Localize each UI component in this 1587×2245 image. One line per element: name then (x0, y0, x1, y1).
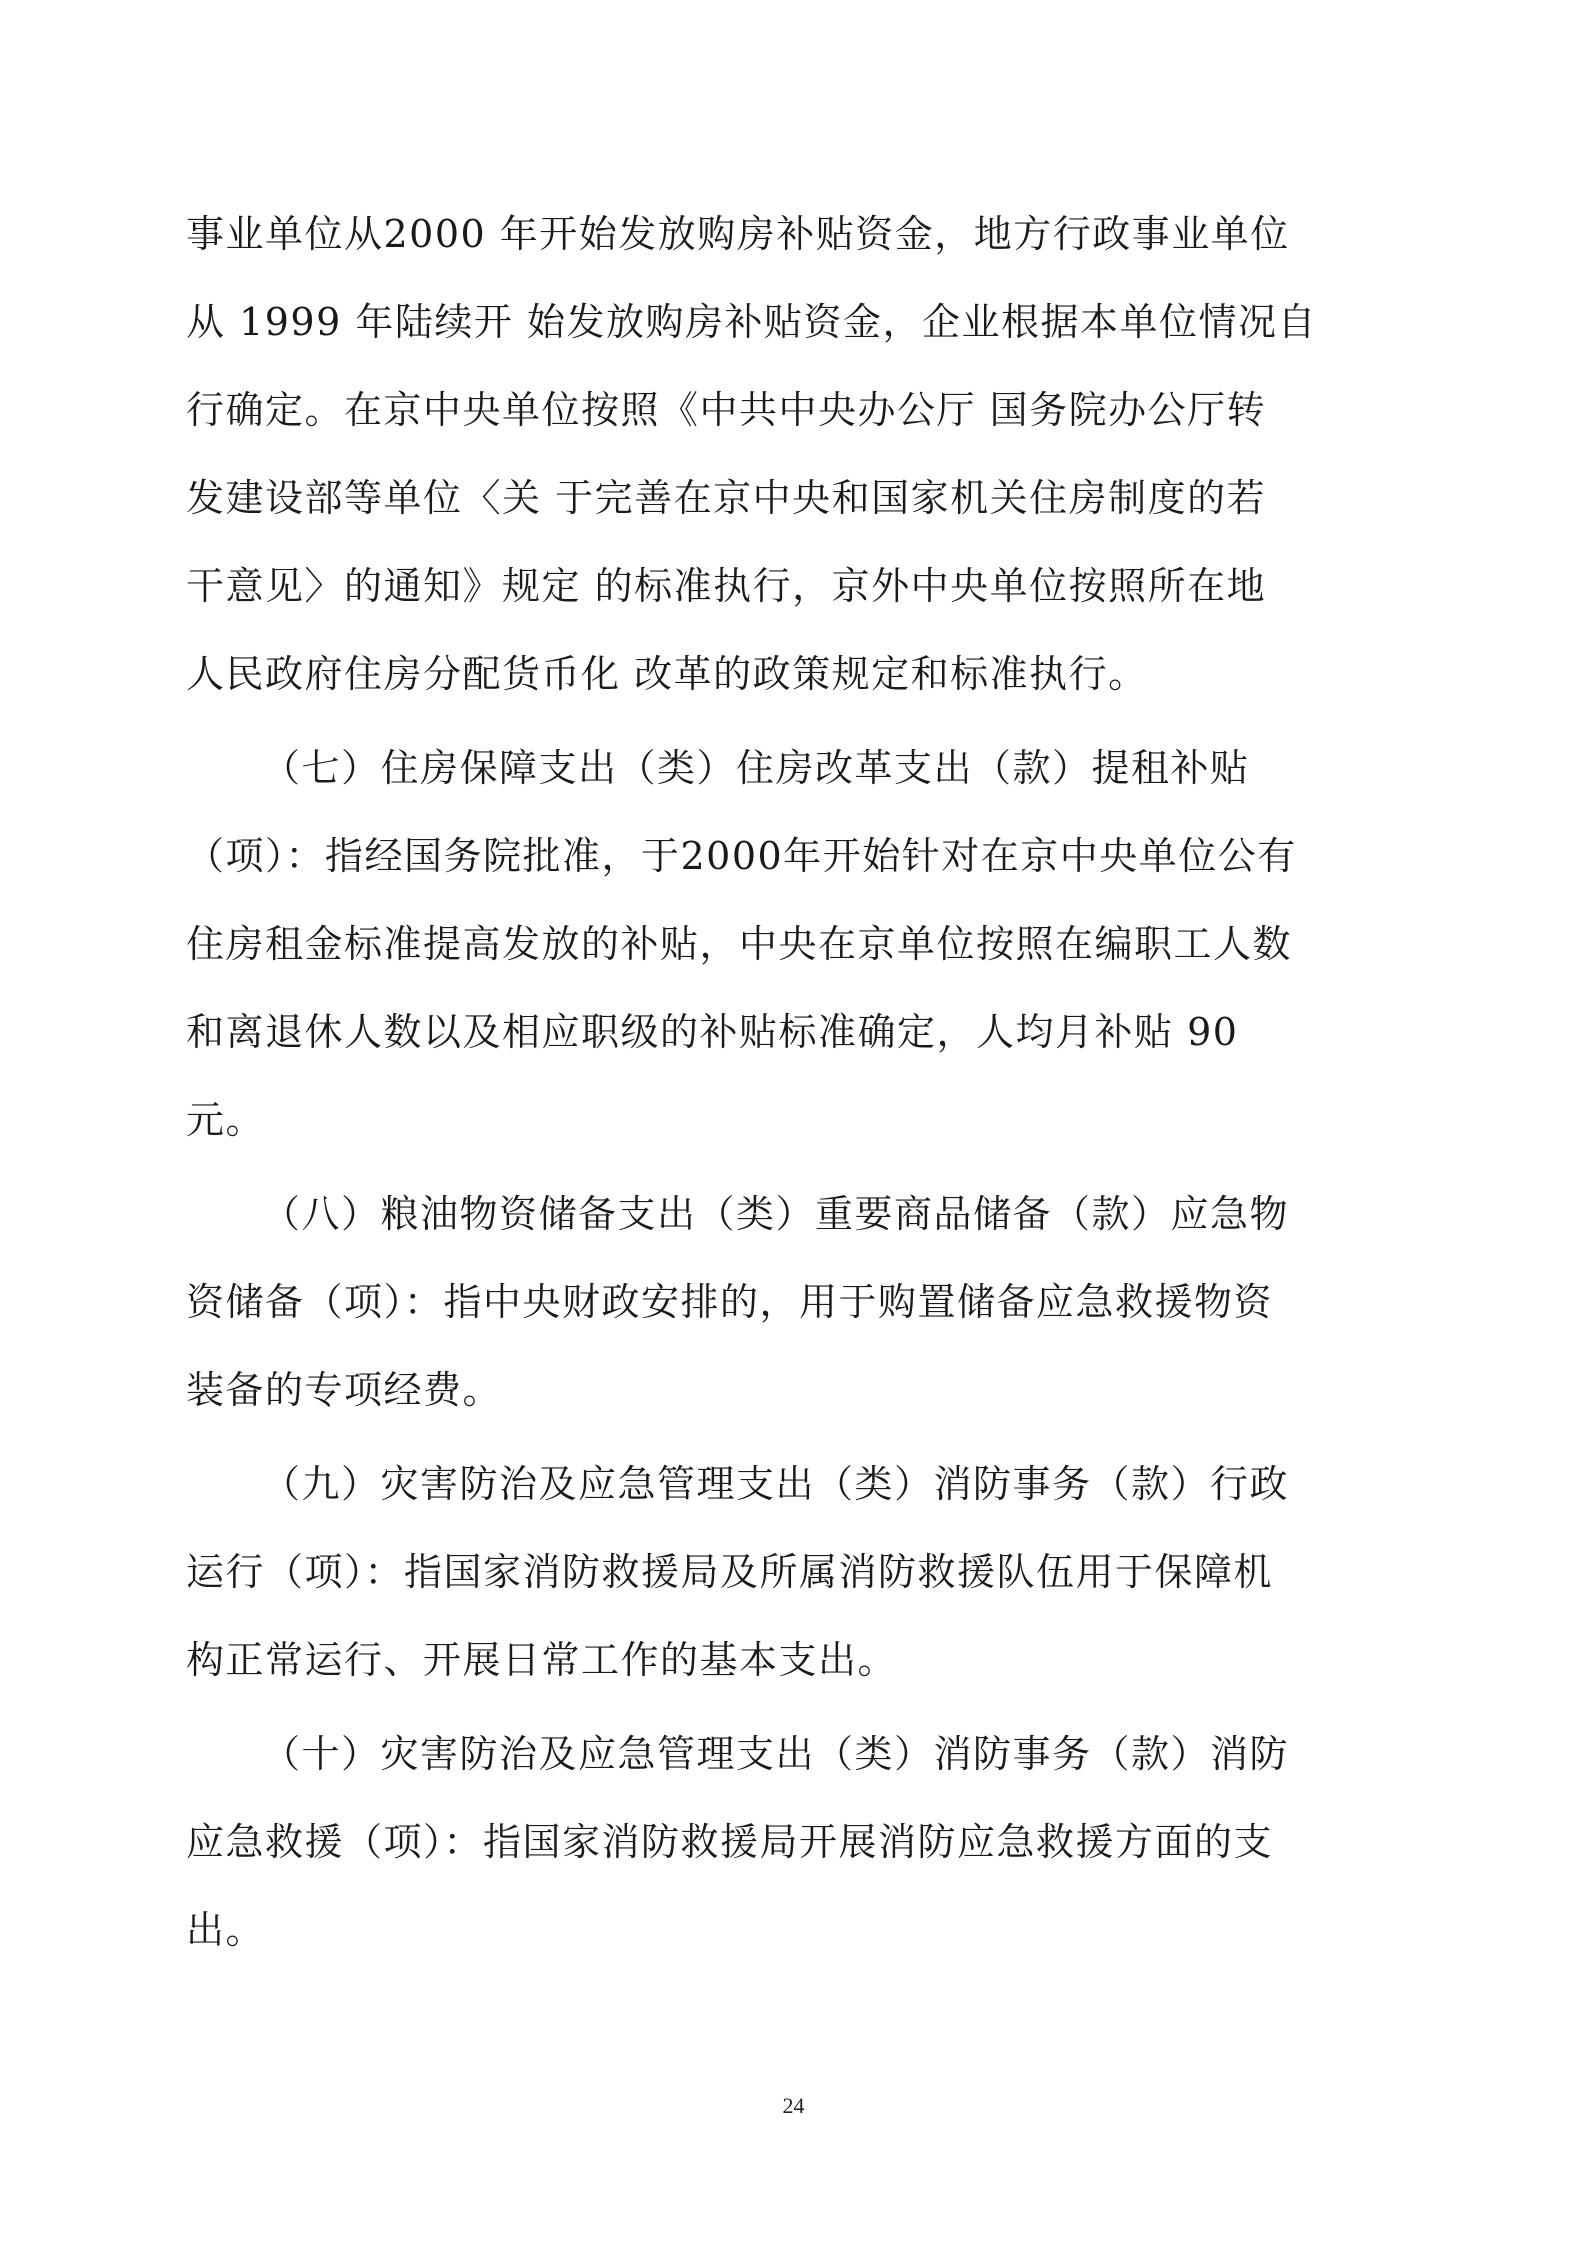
paragraph-2-line-5: 元。 (186, 1098, 266, 1142)
paragraph-3-line-3: 装备的专项经费。 (186, 1368, 503, 1412)
paragraph-3-line-1: （八）粮油物资储备支出（类）重要商品储备（款）应急物 (262, 1192, 1290, 1236)
paragraph-1-line-3: 行确定。在京中央单位按照《中共中央办公厅 国务院办公厅转 (186, 388, 1267, 432)
page-number: 24 (782, 2093, 805, 2118)
paragraph-4-line-1: （九）灾害防治及应急管理支出（类）消防事务（款）行政 (262, 1462, 1290, 1506)
paragraph-2-line-3: 住房租金标准提高发放的补贴，中央在京单位按照在编职工人数 (186, 922, 1293, 966)
paragraph-5-line-2: 应急救援（项）：指国家消防救援局开展消防应急救援方面的支 (186, 1820, 1274, 1864)
paragraph-5-line-3: 出。 (186, 1908, 266, 1952)
paragraph-5-line-1: （十）灾害防治及应急管理支出（类）消防事务（款）消防 (262, 1732, 1290, 1776)
paragraph-2-line-1: （七）住房保障支出（类）住房改革支出（款）提租补贴 (262, 746, 1250, 790)
paragraph-2-line-2: （项）：指经国务院批准，于2000年开始针对在京中央单位公有 (186, 834, 1297, 878)
paragraph-4-line-2: 运行（项）：指国家消防救援局及所属消防救援队伍用于保障机 (186, 1550, 1274, 1594)
paragraph-1-line-2: 从 1999 年陆续开 始发放购房补贴资金，企业根据本单位情况自 (186, 300, 1317, 344)
paragraph-1-line-4: 发建设部等单位〈关 于完善在京中央和国家机关住房制度的若 (186, 476, 1267, 520)
paragraph-3-line-2: 资储备（项）：指中央财政安排的，用于购置储备应急救援物资 (186, 1280, 1274, 1324)
paragraph-1-line-1: 事业单位从2000 年开始发放购房补贴资金，地方行政事业单位 (186, 212, 1290, 256)
paragraph-1-line-5: 干意见〉的通知》规定 的标准执行，京外中央单位按照所在地 (186, 564, 1267, 608)
paragraph-2-line-4: 和离退休人数以及相应职级的补贴标准确定，人均月补贴 90 (186, 1010, 1239, 1054)
paragraph-1-line-6: 人民政府住房分配货币化 改革的政策规定和标准执行。 (186, 652, 1148, 696)
paragraph-4-line-3: 构正常运行、开展日常工作的基本支出。 (186, 1638, 898, 1682)
